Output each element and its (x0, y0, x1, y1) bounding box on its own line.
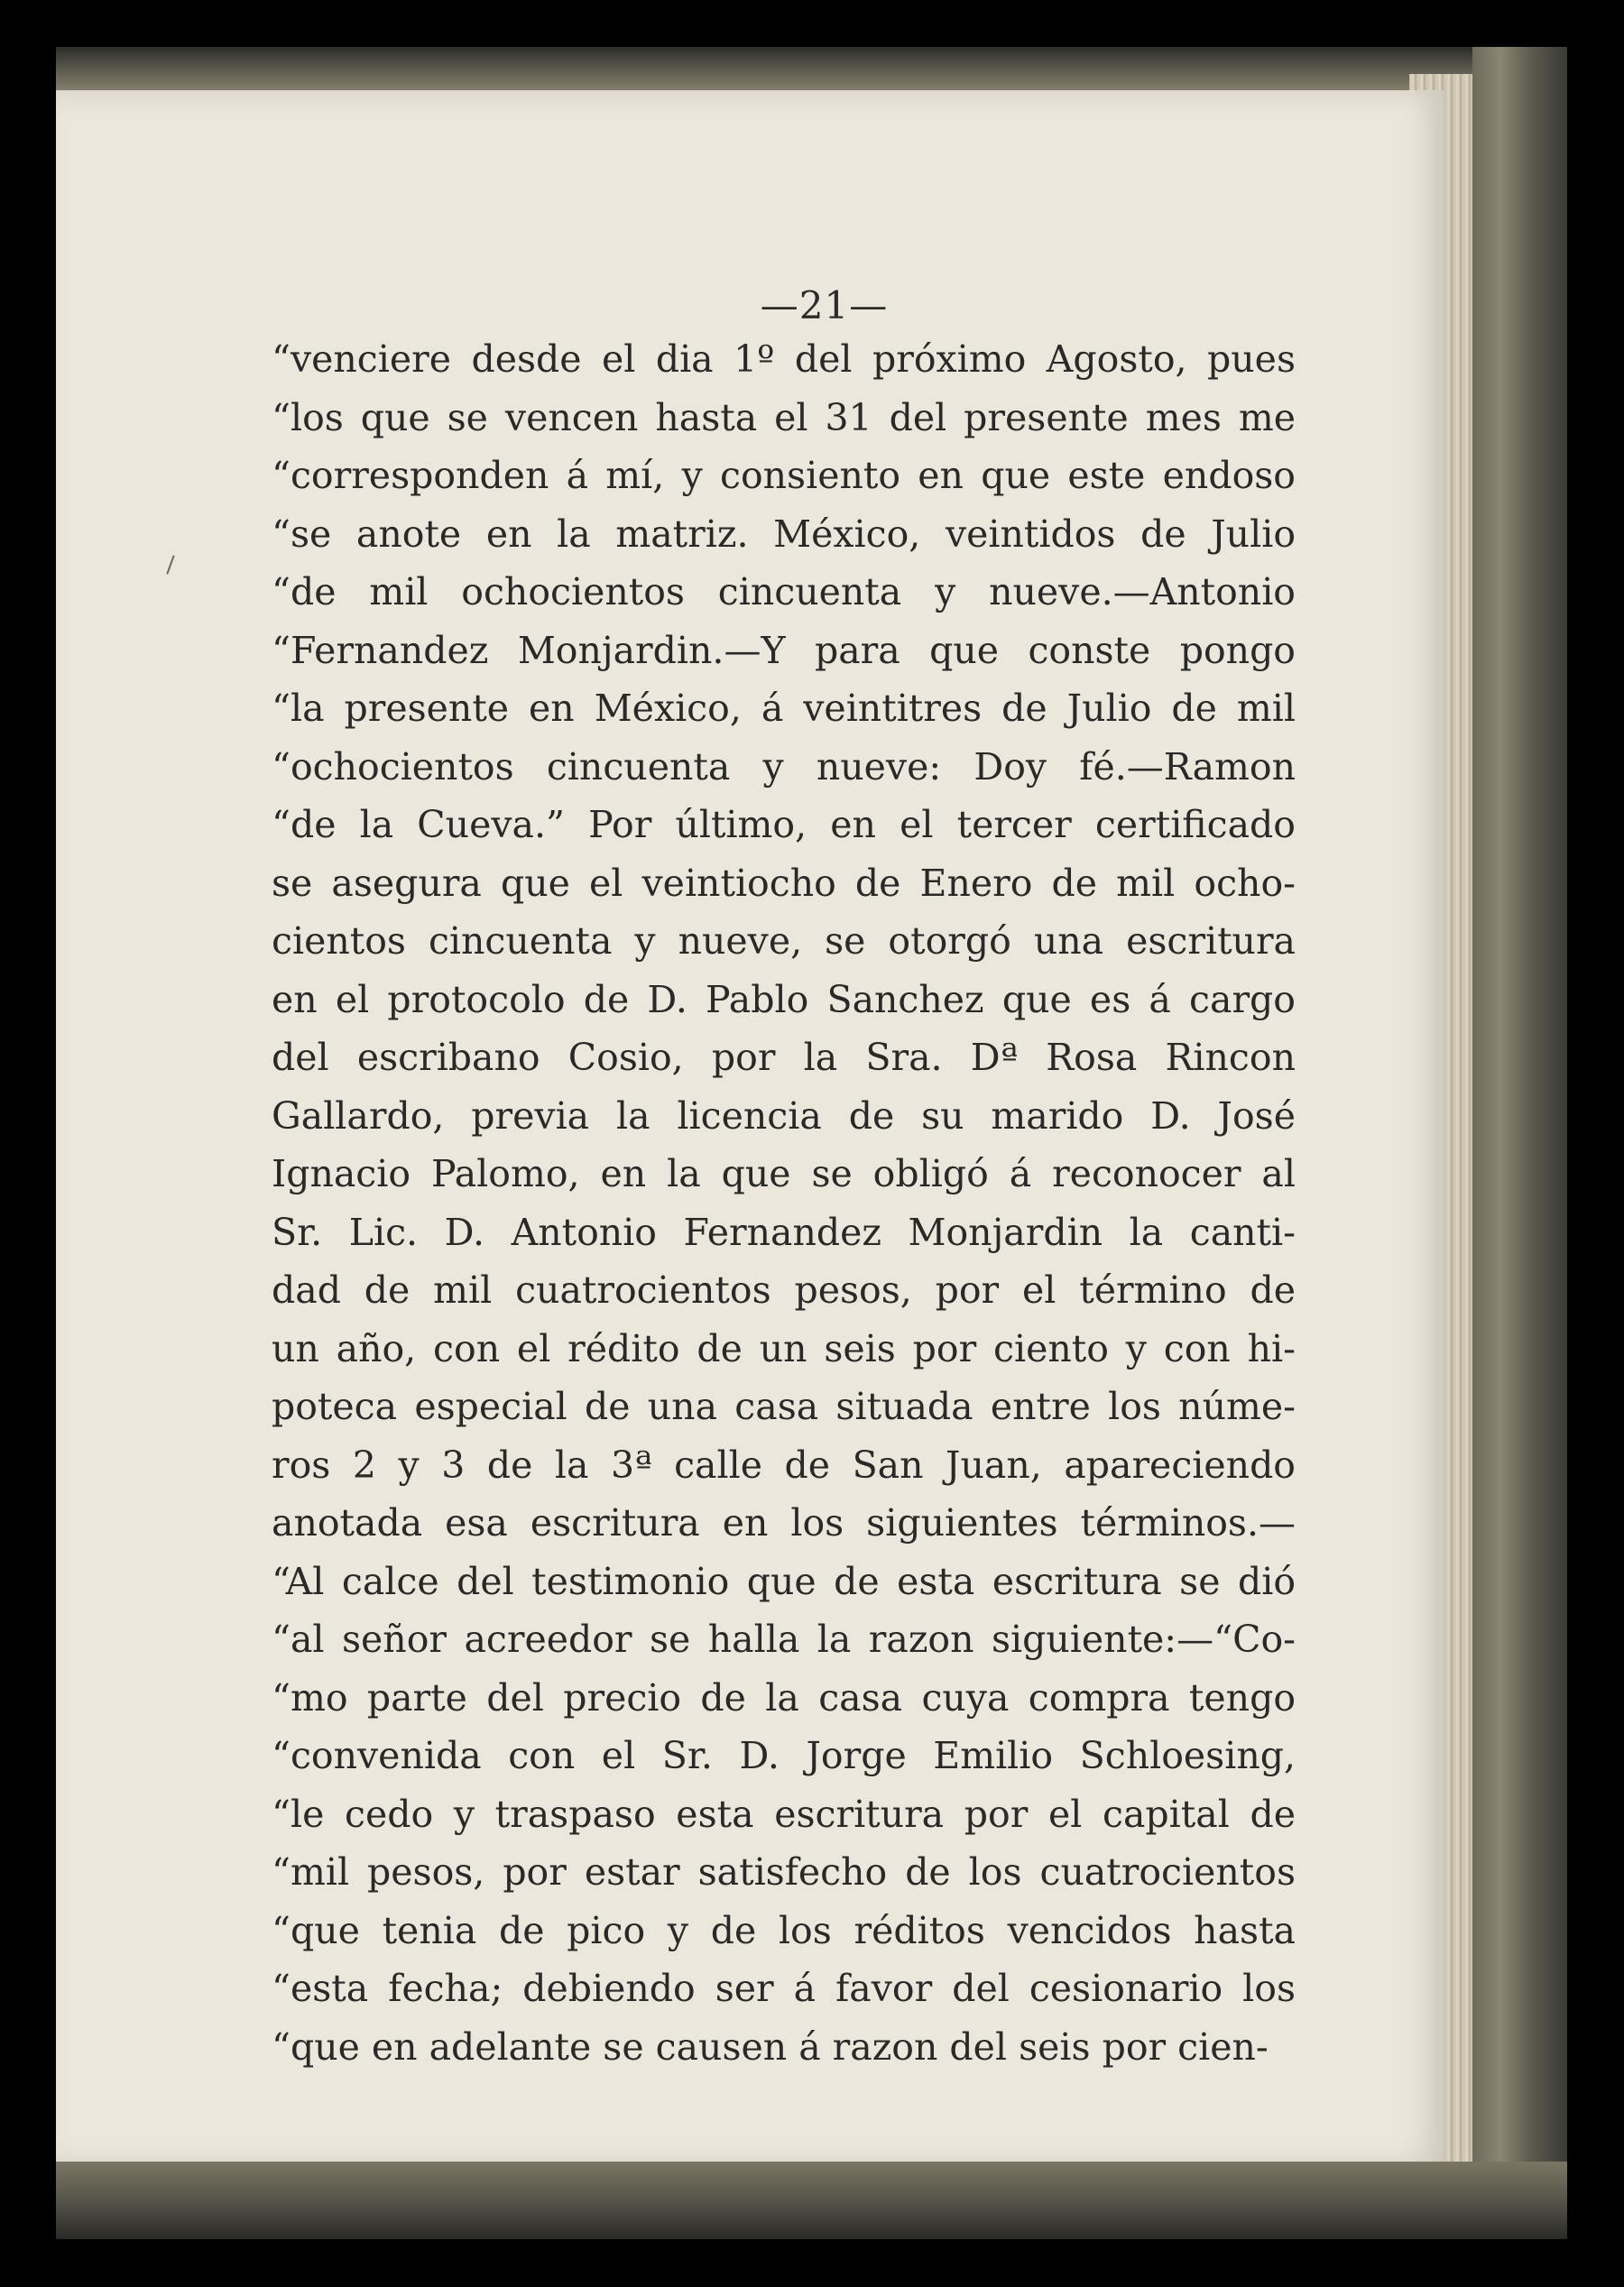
book-top-edge (56, 47, 1567, 94)
text-line: “Fernandez Monjardin.—Y para que conste pongo (272, 628, 1296, 672)
text-line: ros 2 y 3 de la 3ª calle de San Juan, apareciendo (272, 1443, 1296, 1487)
text-line: se asegura que el veintiocho de Enero de mil ocho- (272, 861, 1296, 905)
book-page (56, 90, 1444, 2165)
text-line: “Al calce del testimonio que de esta escritura se dió (272, 1559, 1296, 1603)
text-line: en el protocolo de D. Pablo Sanchez que es á cargo (272, 977, 1296, 1021)
book-cover-edge (1472, 47, 1567, 2239)
text-line: “mo parte del precio de la casa cuya compra tengo (272, 1675, 1296, 1720)
text-line: un año, con el rédito de un seis por ciento y con hi- (272, 1326, 1296, 1370)
text-line: “la presente en México, á veintitres de Julio de mil (272, 687, 1296, 730)
text-line: “mil pesos, por estar satisfecho de los cuatrocientos (272, 1850, 1296, 1894)
text-line: “esta fecha; debiendo ser á favor del cesionario los (272, 1967, 1296, 2010)
text-line: “corresponden á mí, y consiento en que este endoso (272, 454, 1296, 497)
text-line: cientos cincuenta y nueve, se otorgó una escritura (272, 919, 1296, 963)
book-bottom-edge (56, 2162, 1567, 2239)
text-line: “venciere desde el dia 1º del próximo Agosto, pues (272, 337, 1296, 381)
text-line: “que en adelante se causen á razon del seis por cien- (272, 2024, 1269, 2069)
text-line: “de mil ochocientos cincuenta y nueve.—Antonio (272, 570, 1296, 613)
text-line: “de la Cueva.” Por último, en el tercer certificado (272, 803, 1296, 846)
text-line: “ochocientos cincuenta y nueve: Doy fé.—Ramon (272, 744, 1296, 788)
text-line: “los que se vencen hasta el 31 del presente mes me (272, 395, 1296, 439)
page-number: —21— (760, 283, 889, 327)
scanned-book-photo (56, 47, 1567, 2239)
text-line: Gallardo, previa la licencia de su marido D. José (272, 1093, 1296, 1138)
text-line: “le cedo y traspaso esta escritura por el capital de (272, 1792, 1296, 1836)
text-line: del escribano Cosio, por la Sra. Dª Rosa Rincon (272, 1036, 1296, 1079)
text-line: dad de mil cuatrocientos pesos, por el término de (272, 1268, 1296, 1312)
text-line: “convenida con el Sr. D. Jorge Emilio Schloesing, (272, 1734, 1296, 1777)
text-line: Sr. Lic. D. Antonio Fernandez Monjardin la canti- (272, 1210, 1296, 1254)
page-body-text (272, 330, 1296, 2076)
text-line: “al señor acreedor se halla la razon siguiente:—“Co- (272, 1618, 1296, 1661)
text-line: anotada esa escritura en los siguientes términos.— (272, 1501, 1296, 1545)
text-line: Ignacio Palomo, en la que se obligó á reconocer al (272, 1152, 1296, 1195)
text-line: “que tenia de pico y de los réditos vencidos hasta (272, 1908, 1296, 1952)
stray-pen-mark (166, 555, 174, 574)
text-line: “se anote en la matriz. México, veintidos de Julio (272, 512, 1296, 556)
text-line: poteca especial de una casa situada entre los núme- (272, 1385, 1296, 1428)
